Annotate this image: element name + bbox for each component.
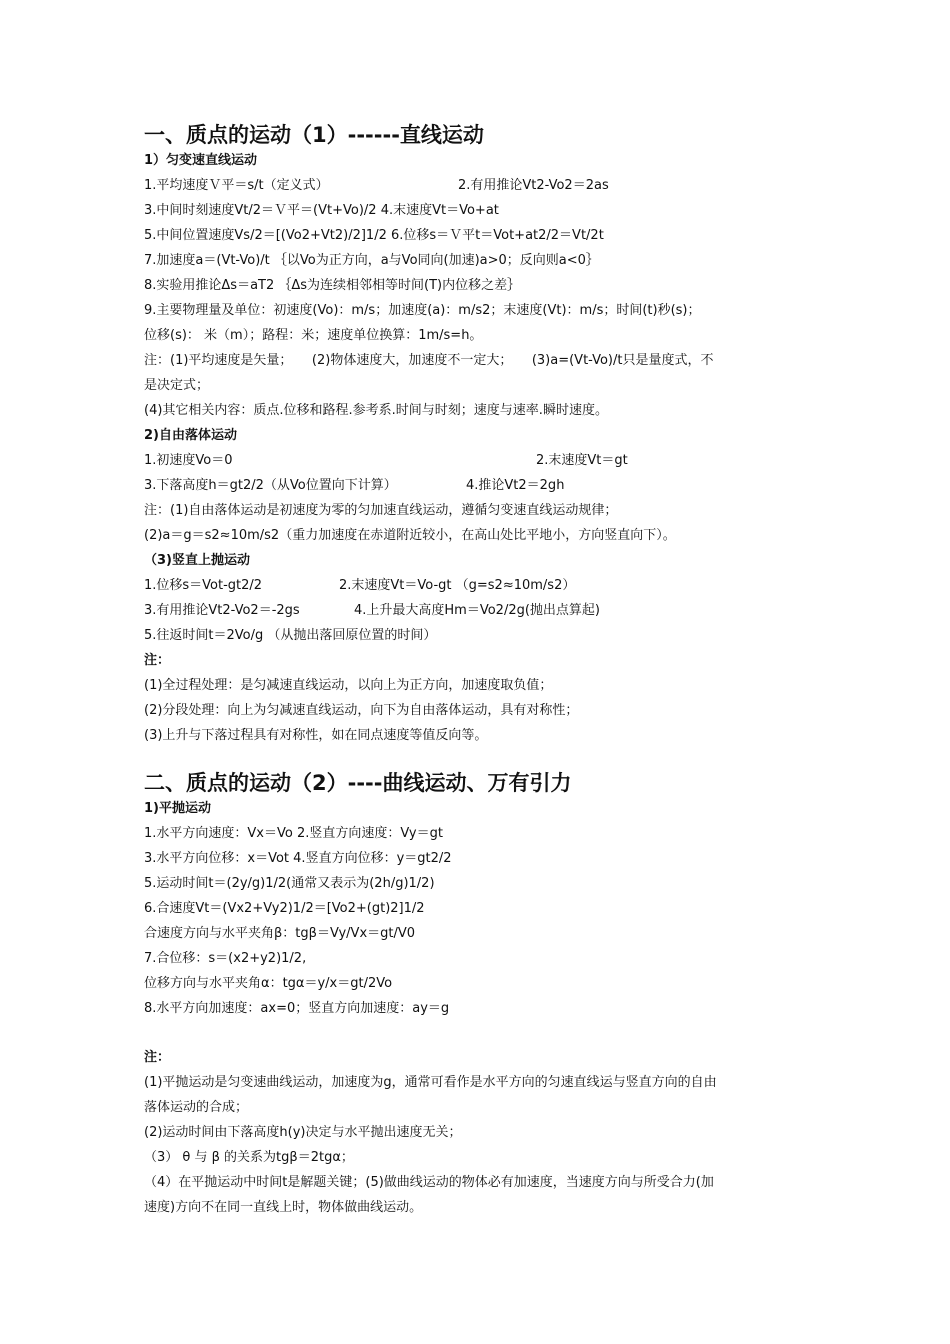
text-line: 1.水平方向速度：Vx＝Vo 2.竖直方向速度：Vy＝gt [144, 826, 443, 841]
formula-final-velocity: 2.末速度Vt＝Vo-gt （g=s2≈10m/s2） [339, 578, 576, 593]
text-line: 位移(s)： 米（m）；路程：米；速度单位换算：1m/s=h。 [144, 328, 483, 343]
note-label: 注： [144, 653, 171, 668]
formula-useful-corollary: 3.有用推论Vt2-Vo2＝-2gs [144, 603, 300, 618]
formula-avg-velocity: 1.平均速度Ｖ平＝s/t（定义式） [144, 178, 329, 193]
subsection-projectile: 1)平抛运动 [144, 801, 211, 816]
text-line [144, 448, 804, 473]
text-line: 注：(1)平均速度是矢量； (2)物体速度大，加速度不一定大； (3)a=(Vt-Vo)/t只是量度式，不 [144, 353, 714, 368]
text-line [144, 473, 804, 498]
subsection-uniform-accel: 1）匀变速直线运动 [144, 153, 258, 168]
text-line [144, 598, 804, 623]
text-line: 8.水平方向加速度：ax=0；竖直方向加速度：ay＝g [144, 1001, 450, 1016]
formula-corollary: 4.推论Vt2＝2gh [466, 478, 565, 493]
text-line: 9.主要物理量及单位：初速度(Vo)：m/s；加速度(a)：m/s2；末速度(Vt)：m/s；时间(t)秒(s)； [144, 303, 701, 318]
text-line: (1)平抛运动是匀变速曲线运动，加速度为g，通常可看作是水平方向的匀速直线运与竖直方向的自由 [144, 1075, 717, 1090]
text-line: (4)其它相关内容：质点.位移和路程.参考系.时间与时刻；速度与速率.瞬时速度。 [144, 403, 608, 418]
text-line: （4）在平抛运动中时间t是解题关键；(5)做曲线运动的物体必有加速度，当速度方向与所受合力(加 [144, 1175, 714, 1190]
formula-initial-velocity: 1.初速度Vo＝0 [144, 453, 233, 468]
text-line: 8.实验用推论Δs＝aT2 ｛Δs为连续相邻相等时间(T)内位移之差｝ [144, 278, 521, 293]
text-line: 3.中间时刻速度Vt/2＝Ｖ平＝(Vt+Vo)/2 4.末速度Vt＝Vo+at [144, 203, 499, 218]
subsection-vertical-throw: （3)竖直上抛运动 [144, 553, 250, 568]
text-line: 速度)方向不在同一直线上时，物体做曲线运动。 [144, 1200, 423, 1215]
text-line: 5.运动时间t＝(2y/g)1/2(通常又表示为(2h/g)1/2) [144, 876, 435, 891]
text-line: 7.合位移：s＝(x2+y2)1/2, [144, 951, 307, 966]
text-line: (2)a＝g＝s2≈10m/s2（重力加速度在赤道附近较小，在高山处比平地小，方向竖直向下）。 [144, 528, 676, 543]
text-line: 6.合速度Vt＝(Vx2+Vy2)1/2＝[Vo2+(gt)2]1/2 [144, 901, 425, 916]
text-line: 是决定式； [144, 378, 210, 393]
section-2-title: 二、质点的运动（2）----曲线运动、万有引力 [144, 771, 572, 795]
text-line: (2)运动时间由下落高度h(y)决定与水平抛出速度无关； [144, 1125, 462, 1140]
formula-fall-height: 3.下落高度h＝gt2/2（从Vo位置向下计算） [144, 478, 397, 493]
text-line: 合速度方向与水平夹角β：tgβ＝Vy/Vx＝gt/V0 [144, 926, 416, 941]
formula-displacement: 1.位移s＝Vot-gt2/2 [144, 578, 263, 593]
text-line: （3） θ 与 β 的关系为tgβ＝2tgα； [144, 1150, 354, 1165]
text-line [144, 173, 804, 198]
text-line: (1)全过程处理：是匀减速直线运动，以向上为正方向，加速度取负值； [144, 678, 553, 693]
subsection-free-fall: 2)自由落体运动 [144, 428, 237, 443]
text-line: 5.中间位置速度Vs/2＝[(Vo2+Vt2)/2]1/2 6.位移s＝Ｖ平t＝Vot+at2/2＝Vt/2t [144, 228, 604, 243]
formula-useful-corollary: 2.有用推论Vt2-Vo2＝2as [458, 178, 609, 193]
text-line: 注：(1)自由落体运动是初速度为零的匀加速直线运动，遵循匀变速直线运动规律； [144, 503, 618, 518]
note-label: 注： [144, 1050, 171, 1065]
text-line: (2)分段处理：向上为匀减速直线运动，向下为自由落体运动，具有对称性； [144, 703, 579, 718]
text-line: (3)上升与下落过程具有对称性，如在同点速度等值反向等。 [144, 728, 488, 743]
text-line: 5.往返时间t＝2Vo/g （从抛出落回原位置的时间） [144, 628, 437, 643]
text-line: 位移方向与水平夹角α：tgα＝y/x＝gt/2Vo [144, 976, 393, 991]
text-line: 落体运动的合成； [144, 1100, 249, 1115]
formula-max-height: 4.上升最大高度Hm＝Vo2/2g(抛出点算起) [354, 603, 600, 618]
text-line [144, 573, 804, 598]
text-line: 7.加速度a＝(Vt-Vo)/t ｛以Vo为正方向，a与Vo同向(加速)a>0；反向则a<0｝ [144, 253, 599, 268]
section-1-title: 一、质点的运动（1）------直线运动 [144, 123, 484, 147]
text-line: 3.水平方向位移：x＝Vot 4.竖直方向位移：y＝gt2/2 [144, 851, 452, 866]
formula-final-velocity: 2.末速度Vt＝gt [536, 453, 628, 468]
